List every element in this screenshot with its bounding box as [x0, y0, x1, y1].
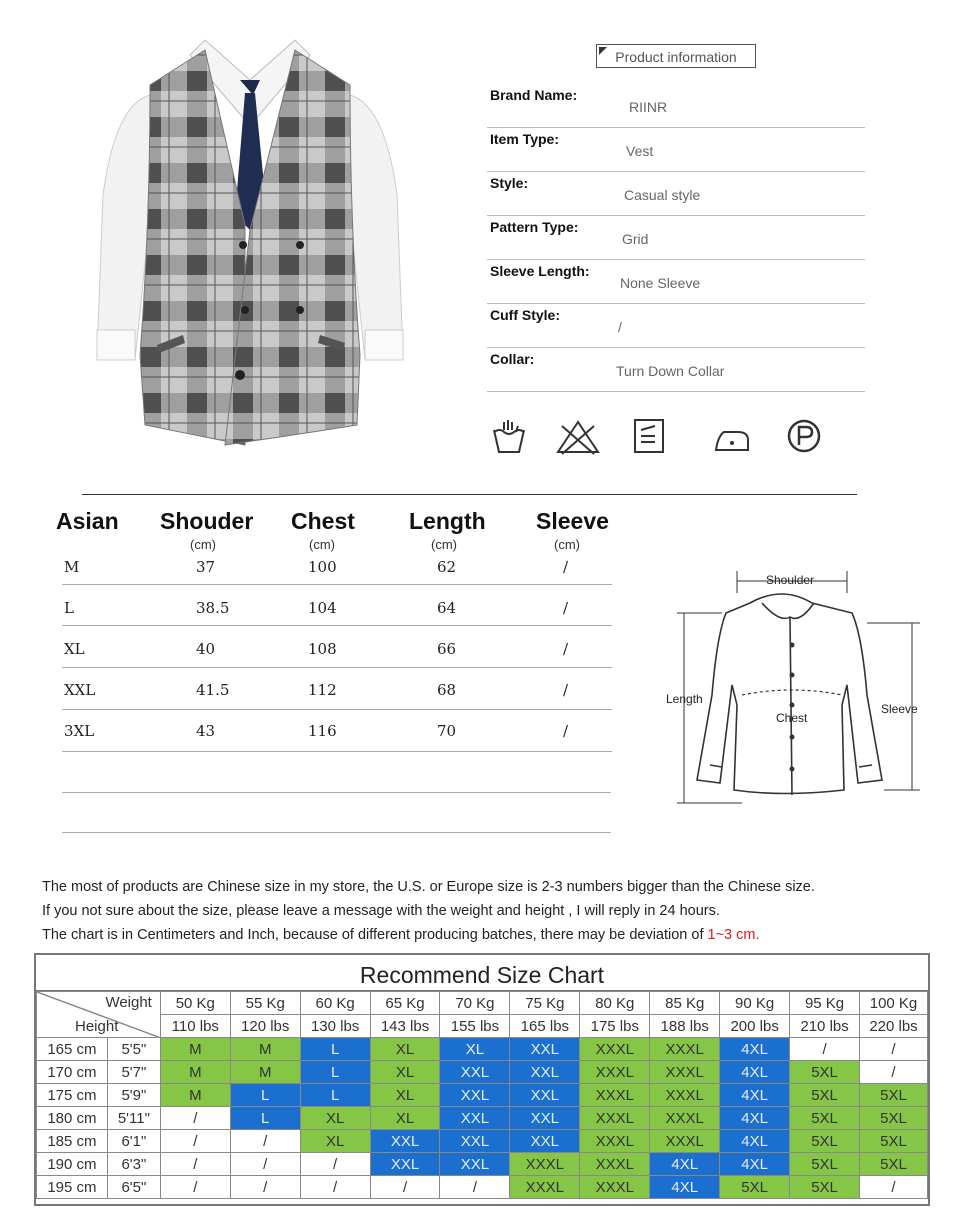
size-cell: 4XL — [650, 1153, 720, 1176]
size-cell: / — [860, 1176, 928, 1199]
info-value: Vest — [626, 143, 654, 159]
hand-wash-icon — [490, 418, 528, 456]
lbs-header-row — [37, 1015, 928, 1038]
size-cell: / — [860, 1038, 928, 1061]
size-cell: XXL — [370, 1130, 440, 1153]
size-value: 37 — [196, 558, 216, 576]
size-header-asian: Asian — [56, 508, 119, 534]
size-cell: / — [160, 1130, 230, 1153]
size-cell: 5XL — [860, 1130, 928, 1153]
size-value: / — [563, 640, 569, 658]
size-cell: L — [300, 1038, 370, 1061]
info-row-cuff-style — [487, 303, 865, 348]
table-row — [37, 1038, 928, 1061]
section-divider — [82, 494, 857, 495]
size-cell: M — [160, 1038, 230, 1061]
size-value: 70 — [437, 722, 457, 740]
size-header-shoulder: Shouder — [160, 508, 254, 534]
lbs-header: 130 lbs — [300, 1015, 370, 1038]
info-row-brand — [487, 83, 865, 128]
height-ft: 5'5" — [107, 1038, 160, 1061]
kg-header: 65 Kg — [370, 992, 440, 1015]
height-cm: 180 cm — [37, 1107, 108, 1130]
unit-label: (cm) — [309, 537, 335, 552]
iron-icon — [712, 418, 752, 456]
size-cell: XXXL — [580, 1084, 650, 1107]
height-cm: 165 cm — [37, 1038, 108, 1061]
dry-clean-p-icon — [786, 418, 822, 454]
info-value: None Sleeve — [620, 275, 701, 291]
size-cell: / — [160, 1153, 230, 1176]
size-cell: XL — [300, 1130, 370, 1153]
size-cell: XXXL — [650, 1130, 720, 1153]
info-value: Turn Down Collar — [616, 363, 725, 379]
size-cell: 4XL — [650, 1176, 720, 1199]
size-cell: / — [230, 1176, 300, 1199]
height-ft: 6'1" — [107, 1130, 160, 1153]
lbs-header: 155 lbs — [440, 1015, 510, 1038]
size-cell: XXXL — [580, 1061, 650, 1084]
kg-header: 60 Kg — [300, 992, 370, 1015]
product-photo — [95, 25, 405, 460]
no-bleach-icon — [556, 418, 600, 456]
size-header-chest: Chest — [291, 508, 355, 534]
size-cell: XXXL — [650, 1038, 720, 1061]
table-row — [37, 1153, 928, 1176]
info-label: Item Type: — [490, 131, 559, 147]
deviation-highlight: 1~3 cm. — [707, 927, 760, 943]
size-cell: 5XL — [790, 1107, 860, 1130]
height-cm: 195 cm — [37, 1176, 108, 1199]
size-cell: 5XL — [790, 1153, 860, 1176]
size-cell: XXL — [510, 1061, 580, 1084]
size-cell: 4XL — [720, 1107, 790, 1130]
measurement-diagram — [662, 565, 927, 810]
size-cell: XXL — [440, 1130, 510, 1153]
size-cell: XXXL — [650, 1107, 720, 1130]
size-value: 64 — [437, 599, 457, 617]
product-info-title: Product information — [596, 44, 756, 68]
size-cell: 5XL — [790, 1176, 860, 1199]
info-value: Casual style — [624, 187, 701, 203]
size-cell: 4XL — [720, 1153, 790, 1176]
size-value: 104 — [308, 599, 337, 617]
size-value: / — [563, 681, 569, 699]
size-header-sleeve: Sleeve — [536, 508, 609, 534]
unit-label: (cm) — [554, 537, 580, 552]
size-value: 116 — [308, 722, 337, 740]
info-value: Grid — [622, 231, 649, 247]
size-cell: M — [230, 1038, 300, 1061]
size-value: 41.5 — [196, 681, 230, 699]
sleeve-label: Sleeve — [881, 702, 918, 716]
chest-label: Chest — [776, 711, 808, 725]
lbs-header: 143 lbs — [370, 1015, 440, 1038]
height-cm: 170 cm — [37, 1061, 108, 1084]
lbs-header: 220 lbs — [860, 1015, 928, 1038]
lbs-header: 200 lbs — [720, 1015, 790, 1038]
size-cell: XXXL — [580, 1038, 650, 1061]
size-cell: / — [790, 1038, 860, 1061]
size-cell: 4XL — [720, 1038, 790, 1061]
size-value: 40 — [196, 640, 216, 658]
note-text: The chart is in Centimeters and Inch, because of different producing batches, there may be deviation of — [42, 927, 708, 943]
size-cell: 5XL — [720, 1176, 790, 1199]
size-cell: XXXL — [510, 1176, 580, 1199]
info-row-item-type — [487, 127, 865, 172]
size-cell: 5XL — [790, 1130, 860, 1153]
size-cell: XL — [370, 1084, 440, 1107]
size-cell: XL — [370, 1107, 440, 1130]
height-label: Height — [75, 1018, 119, 1035]
weight-label: Weight — [105, 994, 152, 1011]
lbs-header: 110 lbs — [160, 1015, 230, 1038]
size-cell: 5XL — [860, 1153, 928, 1176]
size-cell: XXXL — [580, 1176, 650, 1199]
height-ft: 6'3" — [107, 1153, 160, 1176]
row-divider — [62, 709, 612, 710]
size-cell: XXL — [510, 1107, 580, 1130]
size-cell: / — [230, 1130, 300, 1153]
size-label: 3XL — [64, 722, 95, 740]
info-row-sleeve-length — [487, 259, 865, 304]
shoulder-label: Shoulder — [766, 573, 815, 587]
info-label: Sleeve Length: — [490, 263, 590, 279]
row-divider — [62, 667, 612, 668]
size-cell: XXL — [440, 1061, 510, 1084]
kg-header: 70 Kg — [440, 992, 510, 1015]
height-ft: 5'7" — [107, 1061, 160, 1084]
size-cell: XXXL — [510, 1153, 580, 1176]
info-value: RIINR — [629, 99, 668, 115]
size-cell: M — [160, 1084, 230, 1107]
recommend-size-chart — [34, 953, 930, 1206]
info-label: Style: — [490, 175, 529, 191]
row-divider — [62, 584, 612, 585]
size-cell: / — [860, 1061, 928, 1084]
size-value: 68 — [437, 681, 457, 699]
size-cell: / — [300, 1176, 370, 1199]
lbs-header: 175 lbs — [580, 1015, 650, 1038]
kg-header: 75 Kg — [510, 992, 580, 1015]
row-divider — [62, 751, 612, 752]
size-cell: XXL — [440, 1084, 510, 1107]
size-value: 62 — [437, 558, 457, 576]
size-cell: 5XL — [860, 1107, 928, 1130]
size-cell: XXL — [440, 1153, 510, 1176]
info-label: Collar: — [490, 351, 535, 367]
height-ft: 6'5" — [107, 1176, 160, 1199]
size-cell: XL — [300, 1107, 370, 1130]
table-row — [37, 1130, 928, 1153]
size-cell: XXL — [370, 1153, 440, 1176]
lbs-header: 210 lbs — [790, 1015, 860, 1038]
kg-header: 85 Kg — [650, 992, 720, 1015]
size-cell: 5XL — [790, 1084, 860, 1107]
size-value: 38.5 — [196, 599, 230, 617]
size-cell: L — [300, 1084, 370, 1107]
size-cell: 5XL — [790, 1061, 860, 1084]
size-cell: 4XL — [720, 1061, 790, 1084]
kg-header: 80 Kg — [580, 992, 650, 1015]
size-cell: / — [160, 1176, 230, 1199]
size-cell: XXXL — [580, 1153, 650, 1176]
size-cell: XXL — [510, 1038, 580, 1061]
size-value: / — [563, 558, 569, 576]
lbs-header: 188 lbs — [650, 1015, 720, 1038]
row-divider — [62, 832, 611, 833]
size-cell: XL — [370, 1061, 440, 1084]
note-line-2: If you not sure about the size, please leave a message with the weight and height , I will reply in 24 hours. — [42, 903, 720, 919]
table-row — [37, 1107, 928, 1130]
size-cell: / — [370, 1176, 440, 1199]
size-value: 108 — [308, 640, 337, 658]
kg-header: 90 Kg — [720, 992, 790, 1015]
size-value: 100 — [308, 558, 337, 576]
size-cell: XXL — [510, 1130, 580, 1153]
size-cell: / — [230, 1153, 300, 1176]
size-value: 43 — [196, 722, 216, 740]
lbs-header: 120 lbs — [230, 1015, 300, 1038]
size-cell: / — [300, 1153, 370, 1176]
size-cell: 4XL — [720, 1084, 790, 1107]
size-cell: M — [160, 1061, 230, 1084]
corner-mark-icon — [599, 47, 607, 55]
info-label: Pattern Type: — [490, 219, 579, 235]
kg-header: 95 Kg — [790, 992, 860, 1015]
size-label: XXL — [64, 681, 96, 699]
table-row — [37, 1084, 928, 1107]
height-ft: 5'9" — [107, 1084, 160, 1107]
size-label: M — [64, 558, 80, 576]
size-cell: M — [230, 1061, 300, 1084]
size-cell: XXXL — [580, 1130, 650, 1153]
size-cell: L — [230, 1084, 300, 1107]
length-label: Length — [666, 692, 703, 706]
kg-header-row — [37, 992, 928, 1015]
unit-label: (cm) — [431, 537, 457, 552]
info-label: Brand Name: — [490, 87, 578, 103]
size-cell: 4XL — [720, 1130, 790, 1153]
info-label: Cuff Style: — [490, 307, 560, 323]
size-label: XL — [64, 640, 85, 658]
height-ft: 5'11" — [107, 1107, 160, 1130]
size-value: / — [563, 599, 569, 617]
size-cell: XXXL — [650, 1084, 720, 1107]
note-line-3 — [42, 927, 760, 943]
size-value: / — [563, 722, 569, 740]
kg-header: 50 Kg — [160, 992, 230, 1015]
kg-header: 55 Kg — [230, 992, 300, 1015]
info-row-collar — [487, 347, 865, 392]
size-cell: XXXL — [650, 1061, 720, 1084]
row-divider — [62, 625, 612, 626]
size-cell: L — [300, 1061, 370, 1084]
chart-title: Recommend Size Chart — [36, 955, 928, 991]
size-cell: XXL — [510, 1084, 580, 1107]
size-cell: 5XL — [860, 1084, 928, 1107]
table-row — [37, 1061, 928, 1084]
size-cell: XXL — [440, 1107, 510, 1130]
info-value: / — [618, 319, 622, 335]
note-line-1: The most of products are Chinese size in my store, the U.S. or Europe size is 2-3 numbers bigger than the Chinese size. — [42, 879, 815, 895]
size-cell: / — [160, 1107, 230, 1130]
size-header-length: Length — [409, 508, 486, 534]
size-cell: XL — [370, 1038, 440, 1061]
size-value: 66 — [437, 640, 457, 658]
size-cell: L — [230, 1107, 300, 1130]
info-row-style — [487, 171, 865, 216]
size-cell: XXXL — [580, 1107, 650, 1130]
table-row — [37, 1176, 928, 1199]
size-cell: XL — [440, 1038, 510, 1061]
kg-header: 100 Kg — [860, 992, 928, 1015]
size-value: 112 — [308, 681, 337, 699]
size-label: L — [64, 599, 74, 617]
weight-height-header — [37, 992, 161, 1038]
height-cm: 185 cm — [37, 1130, 108, 1153]
unit-label: (cm) — [190, 537, 216, 552]
size-cell: / — [440, 1176, 510, 1199]
size-grid — [36, 991, 928, 1199]
row-divider — [62, 792, 611, 793]
height-cm: 190 cm — [37, 1153, 108, 1176]
tumble-dry-icon — [633, 418, 665, 454]
info-row-pattern — [487, 215, 865, 260]
height-cm: 175 cm — [37, 1084, 108, 1107]
lbs-header: 165 lbs — [510, 1015, 580, 1038]
